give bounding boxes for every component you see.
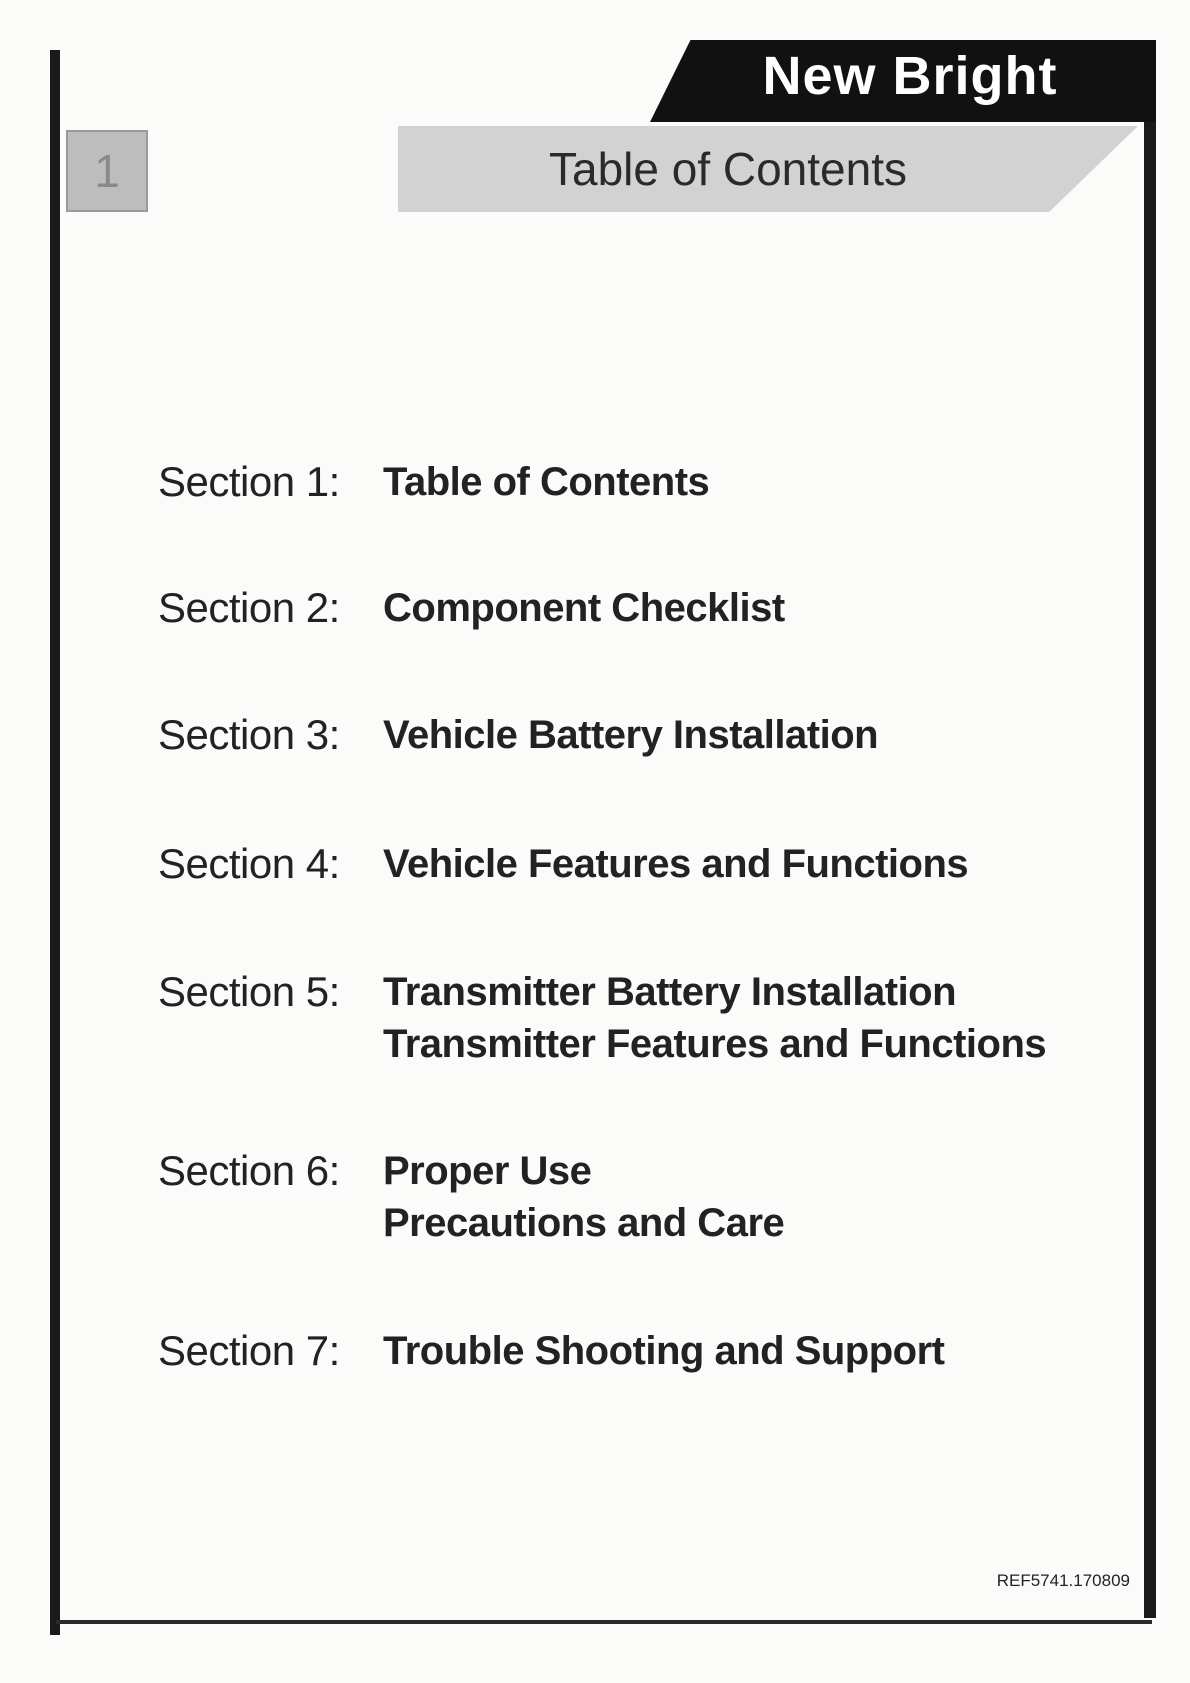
- toc-section-label: Section 1:: [158, 458, 340, 505]
- toc-entries: [383, 838, 1103, 890]
- page-title: Table of Contents: [548, 143, 907, 195]
- toc-entries: [383, 1325, 1103, 1377]
- toc-entry: Proper Use: [383, 1149, 592, 1193]
- brand-name: New Bright: [762, 46, 1058, 106]
- toc-entry: Vehicle Features and Functions: [383, 842, 969, 886]
- toc-entries: [383, 709, 1103, 761]
- page-border-bottom: [56, 1620, 1152, 1624]
- toc-section-label: Section 2:: [158, 584, 340, 631]
- toc-section-label: Section 4:: [158, 840, 340, 887]
- toc-entries: [383, 582, 1103, 634]
- page-number: 1: [94, 145, 120, 197]
- toc-entry: Precautions and Care: [383, 1201, 785, 1245]
- toc-entry: Transmitter Battery Installation: [383, 970, 957, 1014]
- toc-entries: [383, 966, 1103, 1070]
- page-border-left: [50, 50, 60, 1635]
- toc-section-label: Section 5:: [158, 968, 340, 1015]
- toc-entries: [383, 456, 1103, 508]
- toc-entry: Transmitter Features and Functions: [383, 1022, 1047, 1066]
- toc-section-label: Section 7:: [158, 1327, 340, 1374]
- reference-code: REF5741.170809: [996, 1571, 1130, 1590]
- toc-entry: Table of Contents: [383, 460, 710, 504]
- page-border-right: [1144, 40, 1156, 1618]
- toc-entries: [383, 1145, 1103, 1249]
- toc-section-label: Section 6:: [158, 1147, 340, 1194]
- toc-entry: Vehicle Battery Installation: [383, 713, 879, 757]
- toc-section-label: Section 3:: [158, 711, 340, 758]
- toc-entry: Trouble Shooting and Support: [383, 1329, 945, 1373]
- toc-entry: Component Checklist: [383, 586, 785, 630]
